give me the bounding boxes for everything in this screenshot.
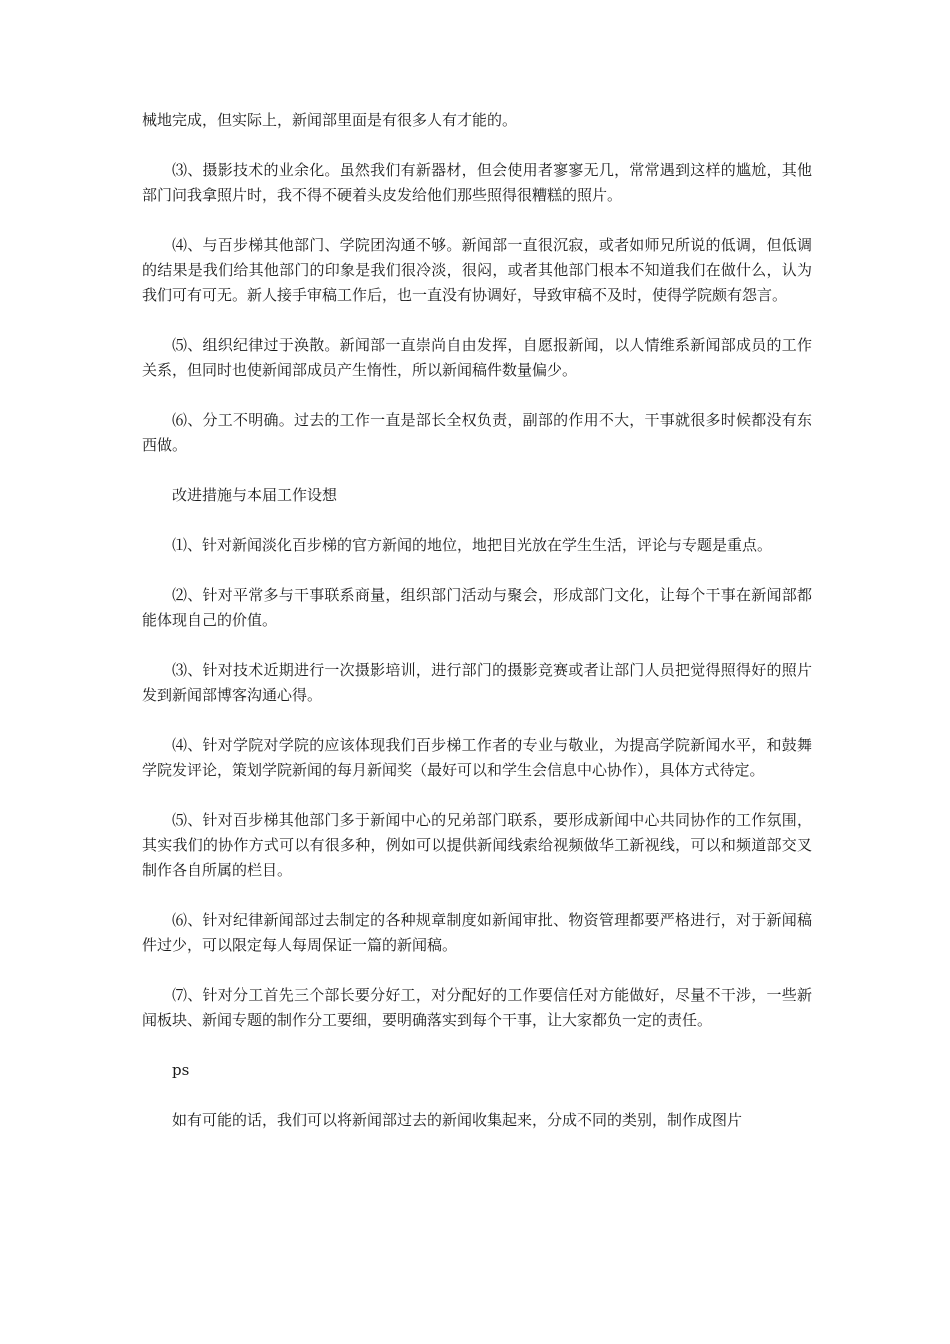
paragraph-measure-5: ⑸、针对百步梯其他部门多于新闻中心的兄弟部门联系，要形成新闻中心共同协作的工作氛围，其实我们的协作方式可以有很多种，例如可以提供新闻线索给视频做华工新视线，可以和频道部交叉制作各自所属的栏目。	[142, 811, 812, 879]
paragraph-ps-body: 如有可能的话，我们可以将新闻部过去的新闻收集起来，分成不同的类别，制作成图片	[172, 1111, 743, 1129]
paragraph-problem-6: ⑹、分工不明确。过去的工作一直是部长全权负责，副部的作用不大，干事就很多时候都没有东西做。	[142, 411, 812, 454]
document-page	[142, 108, 812, 1158]
paragraph-problem-3: ⑶、摄影技术的业余化。虽然我们有新器材，但会使用者寥寥无几，常常遇到这样的尴尬，其他部门问我拿照片时，我不得不硬着头皮发给他们那些照得很糟糕的照片。	[142, 161, 812, 204]
ps-label: ps	[172, 1061, 190, 1079]
paragraph-measure-2: ⑵、针对平常多与干事联系商量，组织部门活动与聚会，形成部门文化，让每个干事在新闻部都能体现自己的价值。	[142, 586, 812, 629]
paragraph-problem-4: ⑷、与百步梯其他部门、学院团沟通不够。新闻部一直很沉寂，或者如师兄所说的低调，但低调的结果是我们给其他部门的印象是我们很冷淡，很闷，或者其他部门根本不知道我们在做什么，认为我们可有可无。新人接手审稿工作后，也一直没有协调好，导致审稿不及时，使得学院颇有怨言。	[142, 236, 812, 304]
paragraph-measure-4: ⑷、针对学院对学院的应该体现我们百步梯工作者的专业与敬业，为提高学院新闻水平，和鼓舞学院发评论，策划学院新闻的每月新闻奖（最好可以和学生会信息中心协作），具体方式待定。	[142, 736, 812, 779]
paragraph-measure-6: ⑹、针对纪律新闻部过去制定的各种规章制度如新闻审批、物资管理都要严格进行，对于新闻稿件过少，可以限定每人每周保证一篇的新闻稿。	[142, 911, 812, 954]
paragraph-continuation: 械地完成，但实际上，新闻部里面是有很多人有才能的。	[142, 111, 518, 129]
paragraph-problem-5: ⑸、组织纪律过于涣散。新闻部一直崇尚自由发挥，自愿报新闻，以人情维系新闻部成员的工作关系，但同时也使新闻部成员产生惰性，所以新闻稿件数量偏少。	[142, 336, 812, 379]
paragraph-measure-7: ⑺、针对分工首先三个部长要分好工，对分配好的工作要信任对方能做好，尽量不干涉，一些新闻板块、新闻专题的制作分工要细，要明确落实到每个干事，让大家都负一定的责任。	[142, 986, 812, 1029]
paragraph-measure-1: ⑴、针对新闻淡化百步梯的官方新闻的地位，地把目光放在学生生活，评论与专题是重点。	[172, 536, 773, 554]
section-heading-improvements: 改进措施与本届工作设想	[172, 486, 338, 504]
paragraph-measure-3: ⑶、针对技术近期进行一次摄影培训，进行部门的摄影竞赛或者让部门人员把觉得照得好的照片发到新闻部博客沟通心得。	[142, 661, 812, 704]
